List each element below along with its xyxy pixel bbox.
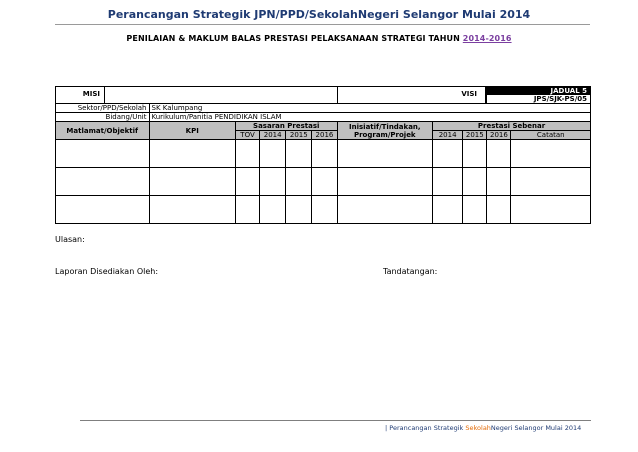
col-inisiatif: Inisiatif/Tindakan, Program/Projek	[337, 122, 433, 140]
visi-cell[interactable]	[337, 87, 487, 104]
entry-cell[interactable]	[56, 168, 150, 196]
entry-cell[interactable]	[312, 140, 337, 168]
entry-cell[interactable]	[511, 196, 591, 224]
entry-cell[interactable]	[235, 196, 259, 224]
entry-cell[interactable]	[149, 168, 235, 196]
entry-cell[interactable]	[286, 168, 312, 196]
col-prestasi-2014: 2014	[433, 131, 463, 140]
footer-divider	[80, 420, 591, 421]
footer-text-sekolah: Sekolah	[465, 424, 491, 432]
visi-label: VISI	[459, 87, 486, 103]
entry-cell[interactable]	[235, 168, 259, 196]
footer-pipe: |	[385, 424, 388, 432]
col-sasaran: Sasaran Prestasi	[235, 122, 337, 131]
entry-cell[interactable]	[511, 168, 591, 196]
misi-cell[interactable]	[56, 87, 338, 104]
col-sasaran-2016: 2016	[312, 131, 337, 140]
entry-cell[interactable]	[463, 196, 487, 224]
entry-cell[interactable]	[463, 168, 487, 196]
table-row	[56, 140, 591, 168]
entry-cell[interactable]	[487, 196, 511, 224]
evaluation-form-table	[55, 86, 591, 224]
col-prestasi-2016: 2016	[487, 131, 511, 140]
entry-cell[interactable]	[511, 140, 591, 168]
sektor-row	[56, 104, 591, 113]
ulasan-label: Ulasan:	[55, 235, 85, 244]
entry-cell[interactable]	[433, 168, 463, 196]
jadual-cell	[487, 87, 591, 104]
form-subtitle	[0, 34, 638, 43]
table-row	[56, 196, 591, 224]
col-prestasi: Prestasi Sebenar	[433, 122, 591, 131]
entry-cell[interactable]	[235, 140, 259, 168]
entry-cell[interactable]	[433, 140, 463, 168]
col-kpi: KPI	[149, 122, 235, 140]
col-sasaran-2014: 2014	[260, 131, 286, 140]
entry-cell[interactable]	[286, 196, 312, 224]
misi-visi-row	[56, 87, 591, 104]
page-footer	[385, 424, 581, 432]
tandatangan-label: Tandatangan:	[383, 267, 438, 276]
col-prestasi-catatan: Catatan	[511, 131, 591, 140]
entry-cell[interactable]	[286, 140, 312, 168]
entry-cell[interactable]	[56, 140, 150, 168]
laporan-label: Laporan Disediakan Oleh:	[55, 267, 159, 276]
document-header-title: Perancangan Strategik JPN/PPD/SekolahNegeri Selangor Mulai 2014	[107, 8, 531, 21]
entry-cell[interactable]	[463, 140, 487, 168]
entry-cell[interactable]	[149, 140, 235, 168]
entry-cell[interactable]	[433, 196, 463, 224]
entry-cell[interactable]	[260, 196, 286, 224]
bidang-row	[56, 113, 591, 122]
entry-cell[interactable]	[149, 196, 235, 224]
entry-cell[interactable]	[337, 168, 433, 196]
misi-label: MISI	[56, 87, 105, 103]
col-prestasi-2015: 2015	[463, 131, 487, 140]
entry-cell[interactable]	[337, 140, 433, 168]
footer-text-pre: Perancangan Strategik	[389, 424, 464, 432]
header-divider	[55, 24, 590, 25]
bidang-label: Bidang/Unit	[56, 113, 150, 122]
bidang-value[interactable]: Kurikulum/Panitia PENDIDIKAN ISLAM	[149, 113, 591, 122]
subtitle-text: PENILAIAN & MAKLUM BALAS PRESTASI PELAKSANAAN STRATEGI TAHUN	[126, 34, 460, 43]
entry-cell[interactable]	[56, 196, 150, 224]
col-sasaran-tov: TOV	[235, 131, 259, 140]
entry-cell[interactable]	[312, 168, 337, 196]
footer-text-post: Negeri Selangor Mulai 2014	[490, 424, 582, 432]
table-row	[56, 168, 591, 196]
sektor-label: Sektor/PPD/Sekolah	[56, 104, 150, 113]
entry-cell[interactable]	[487, 168, 511, 196]
sektor-value[interactable]: SK Kalumpang	[149, 104, 591, 113]
subtitle-years: 2014-2016	[462, 34, 512, 43]
jadual-label: JADUAL 5	[487, 87, 590, 95]
column-header-row-1	[56, 122, 591, 131]
entry-cell[interactable]	[260, 168, 286, 196]
col-sasaran-2015: 2015	[286, 131, 312, 140]
entry-cell[interactable]	[337, 196, 433, 224]
entry-cell[interactable]	[312, 196, 337, 224]
form-code: JPS/SJK-PS/05	[533, 95, 587, 103]
entry-cell[interactable]	[260, 140, 286, 168]
col-matlamat: Matlamat/Objektif	[56, 122, 150, 140]
entry-cell[interactable]	[487, 140, 511, 168]
